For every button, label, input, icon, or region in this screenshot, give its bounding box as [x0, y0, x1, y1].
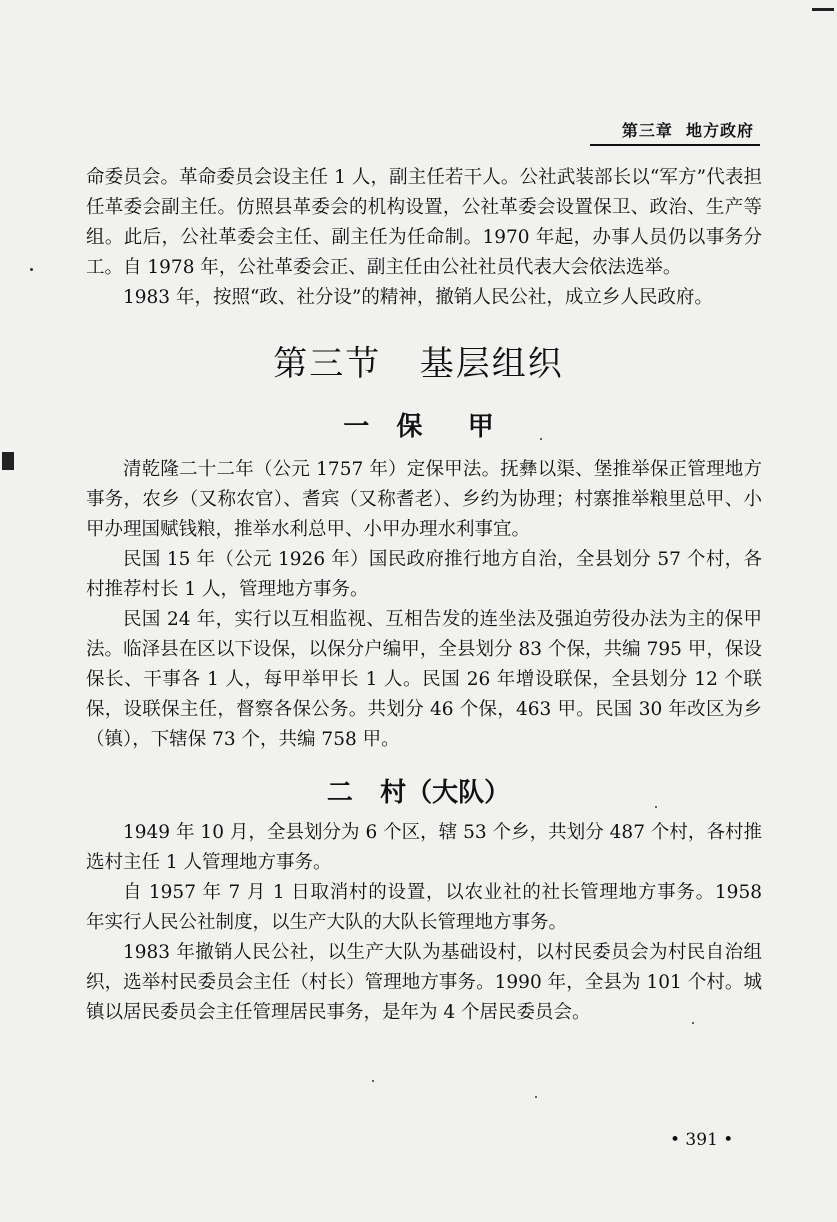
- scan-mark-top-right: [812, 8, 834, 11]
- paragraph: 1983 年，按照“政、社分设”的精神，撤销人民公社，成立乡人民政府。: [123, 287, 713, 308]
- village-block: [86, 818, 762, 1028]
- paragraph: 清乾隆二十二年（公元 1757 年）定保甲法。抚彝以渠、堡推举保正管理地方事务，农乡（又称农官）、耆宾（又称耆老）、乡约为协理；村寨推举粮里总甲、小甲办理国赋钱粮，推举水利总甲、小甲办理水利事宜。: [86, 459, 762, 540]
- paragraph: 1983 年撤销人民公社，以生产大队为基础设村，以村民委员会为村民自治组织，选举村民委员会主任（村长）管理地方事务。1990 年，全县为 101 个村。城镇以居民委员会主任管理居民事务，是年为 4 个居民委员会。: [86, 942, 762, 1023]
- paragraph: 民国 24 年，实行以互相监视、互相告发的连坐法及强迫劳役办法为主的保甲法。临泽县在区以下设保，以保分户编甲，全县划分 83 个保，共编 795 甲，保设保长、干事各 1 人，每甲举甲长 1 人。民国 26 年增设联保，全县划分 12 个联保，设联保主任，督察各保公务。共划分 46 个保，463 甲。民国 30 年改区为乡（镇），下辖保 73 个，共编 758 甲。: [86, 609, 762, 750]
- scan-speck: [372, 1080, 374, 1082]
- scan-mark-left: [2, 452, 14, 470]
- paragraph: 1949 年 10 月，全县划分为 6 个区，辖 53 个乡，共划分 487 个村，各村推选村主任 1 人管理地方事务。: [86, 822, 762, 873]
- scan-speck: [535, 1096, 537, 1098]
- running-header: [590, 116, 760, 146]
- section-title: 第三节 基层组织: [273, 344, 564, 384]
- paragraph: 民国 15 年（公元 1926 年）国民政府推行地方自治，全县划分 57 个村，各村推荐村长 1 人，管理地方事务。: [86, 549, 762, 600]
- subsection-title-village: 二 村（大队）: [326, 778, 511, 808]
- subsection-title-baojia: 一 保 甲: [343, 412, 494, 442]
- baojia-block: [86, 455, 762, 755]
- paragraph: 自 1957 年 7 月 1 日取消村的设置，以农业社的社长管理地方事务。1958 年实行人民公社制度，以生产大队的大队长管理地方事务。: [86, 882, 762, 933]
- page-number: • 391 •: [670, 1130, 734, 1150]
- scan-speck: [30, 268, 33, 271]
- continuation-block: [86, 163, 762, 313]
- paragraph: 命委员会。革命委员会设主任 1 人，副主任若干人。公社武装部长以“军方”代表担任革委会副主任。仿照县革委会的机构设置，公社革委会设置保卫、政治、生产等组。此后，公社革委会主任、副主任为任命制。1970 年起，办事人员仍以事务分工。自 1978 年，公社革委会正、副主任由公社社员代表大会依法选举。: [86, 167, 762, 278]
- running-header-text: 第三章 地方政府: [621, 121, 754, 140]
